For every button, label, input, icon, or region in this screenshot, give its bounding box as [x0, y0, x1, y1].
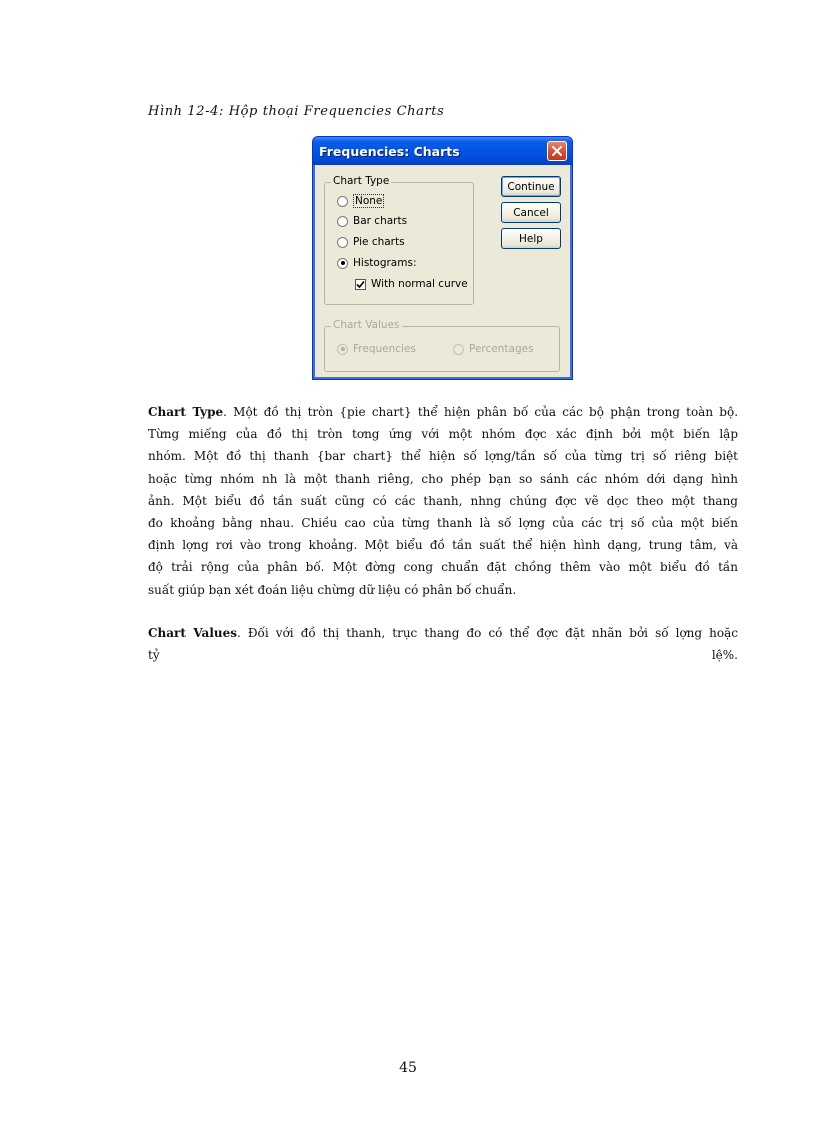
paragraph-line-text: . Một đồ thị tròn {pie chart} thể hiện phân bố của các bộ phận trong toàn bộ. — [223, 405, 738, 419]
continue-button[interactable] — [501, 176, 561, 197]
radio-none-label: None — [355, 195, 383, 207]
paragraph-line: ảnh. Một biểu đồ tần suất cũng có các thanh, nhng chúng đợc vẽ dọc theo một thang — [148, 493, 738, 508]
paragraph-line: đo khoảng bằng nhau. Chiều cao của từng thanh là số lợng của các trị số của một biến — [148, 515, 738, 530]
radio-frequencies[interactable] — [337, 343, 416, 355]
paragraph-line — [148, 401, 738, 423]
radio-frequencies-circle[interactable] — [337, 344, 348, 355]
normal-curve-checkbox[interactable] — [355, 278, 468, 290]
dialog-title: Frequencies: Charts — [319, 143, 460, 159]
chart-values-group-label: Chart Values — [333, 319, 400, 331]
chart-values-group — [324, 319, 560, 372]
paragraph-line-text: . Đối với đồ thị thanh, trục thang đo có thể đợc đặt nhãn bởi số lợng hoặc — [237, 626, 738, 640]
cancel-button-label: Cancel — [513, 206, 549, 219]
figure-caption: Hình 12-4: Hộp thoại Frequencies Charts — [148, 104, 445, 119]
radio-none[interactable] — [337, 194, 384, 208]
normal-curve-checkbox-box[interactable] — [355, 279, 366, 290]
radio-bar-charts-circle[interactable] — [337, 216, 348, 227]
chart-values-paragraph — [148, 622, 738, 666]
paragraph-line: định lợng rơi vào trong khoảng. Một biểu đồ tần suất thể hiện hình dạng, trung tâm, và — [148, 538, 738, 553]
dialog-titlebar[interactable] — [313, 137, 572, 165]
radio-pie-charts[interactable] — [337, 236, 405, 248]
paragraph-line: suất giúp bạn xét đoán liệu chừng dữ liệu có phân bố chuẩn. — [148, 582, 517, 597]
radio-bar-charts-label: Bar charts — [353, 215, 408, 227]
radio-percentages-circle[interactable] — [453, 344, 464, 355]
radio-frequencies-label: Frequencies — [353, 343, 416, 355]
paragraph-word-left: tỷ — [148, 648, 160, 663]
frequencies-charts-dialog — [312, 136, 573, 380]
continue-button-label: Continue — [507, 180, 555, 193]
radio-percentages[interactable] — [453, 343, 534, 355]
paragraph-line — [148, 644, 738, 666]
chart-type-lead: Chart Type — [148, 405, 224, 419]
radio-histograms[interactable] — [337, 257, 416, 269]
page-number: 45 — [399, 1060, 417, 1076]
dialog-client-area — [316, 165, 569, 376]
normal-curve-label: With normal curve — [371, 278, 468, 290]
paragraph-word-right: lệ%. — [711, 648, 738, 663]
help-button[interactable] — [501, 228, 561, 249]
radio-bar-charts[interactable] — [337, 215, 407, 227]
radio-pie-charts-label: Pie charts — [353, 236, 405, 248]
radio-none-circle[interactable] — [337, 196, 348, 207]
close-button[interactable] — [547, 141, 567, 161]
radio-histograms-circle[interactable] — [337, 258, 348, 269]
paragraph-line — [148, 622, 738, 644]
checkmark-icon — [356, 280, 365, 289]
chart-type-group-label: Chart Type — [333, 175, 390, 187]
cancel-button[interactable] — [501, 202, 561, 223]
paragraph-line: độ trải rộng của phân bố. Một đờng cong chuẩn đặt chồng thêm vào một biểu đồ tần — [148, 560, 738, 575]
chart-values-lead: Chart Values — [148, 626, 237, 640]
chart-type-paragraph — [148, 401, 738, 601]
close-icon — [552, 146, 562, 156]
help-button-label: Help — [519, 232, 543, 245]
radio-pie-charts-circle[interactable] — [337, 237, 348, 248]
radio-percentages-label: Percentages — [469, 343, 534, 355]
paragraph-line: nhóm. Một đồ thị thanh {bar chart} thể hiện số lợng/tần số của từng trị số riêng biệt — [148, 449, 738, 464]
radio-histograms-label: Histograms: — [353, 257, 417, 269]
paragraph-line: Từng miếng của đồ thị tròn tơng ứng với một nhóm đợc xác định bởi một biến lập — [148, 427, 738, 442]
chart-type-group — [324, 175, 474, 305]
paragraph-line: hoặc từng nhóm nh là một thanh riêng, cho phép bạn so sánh các nhóm dới dạng hình — [148, 471, 738, 486]
